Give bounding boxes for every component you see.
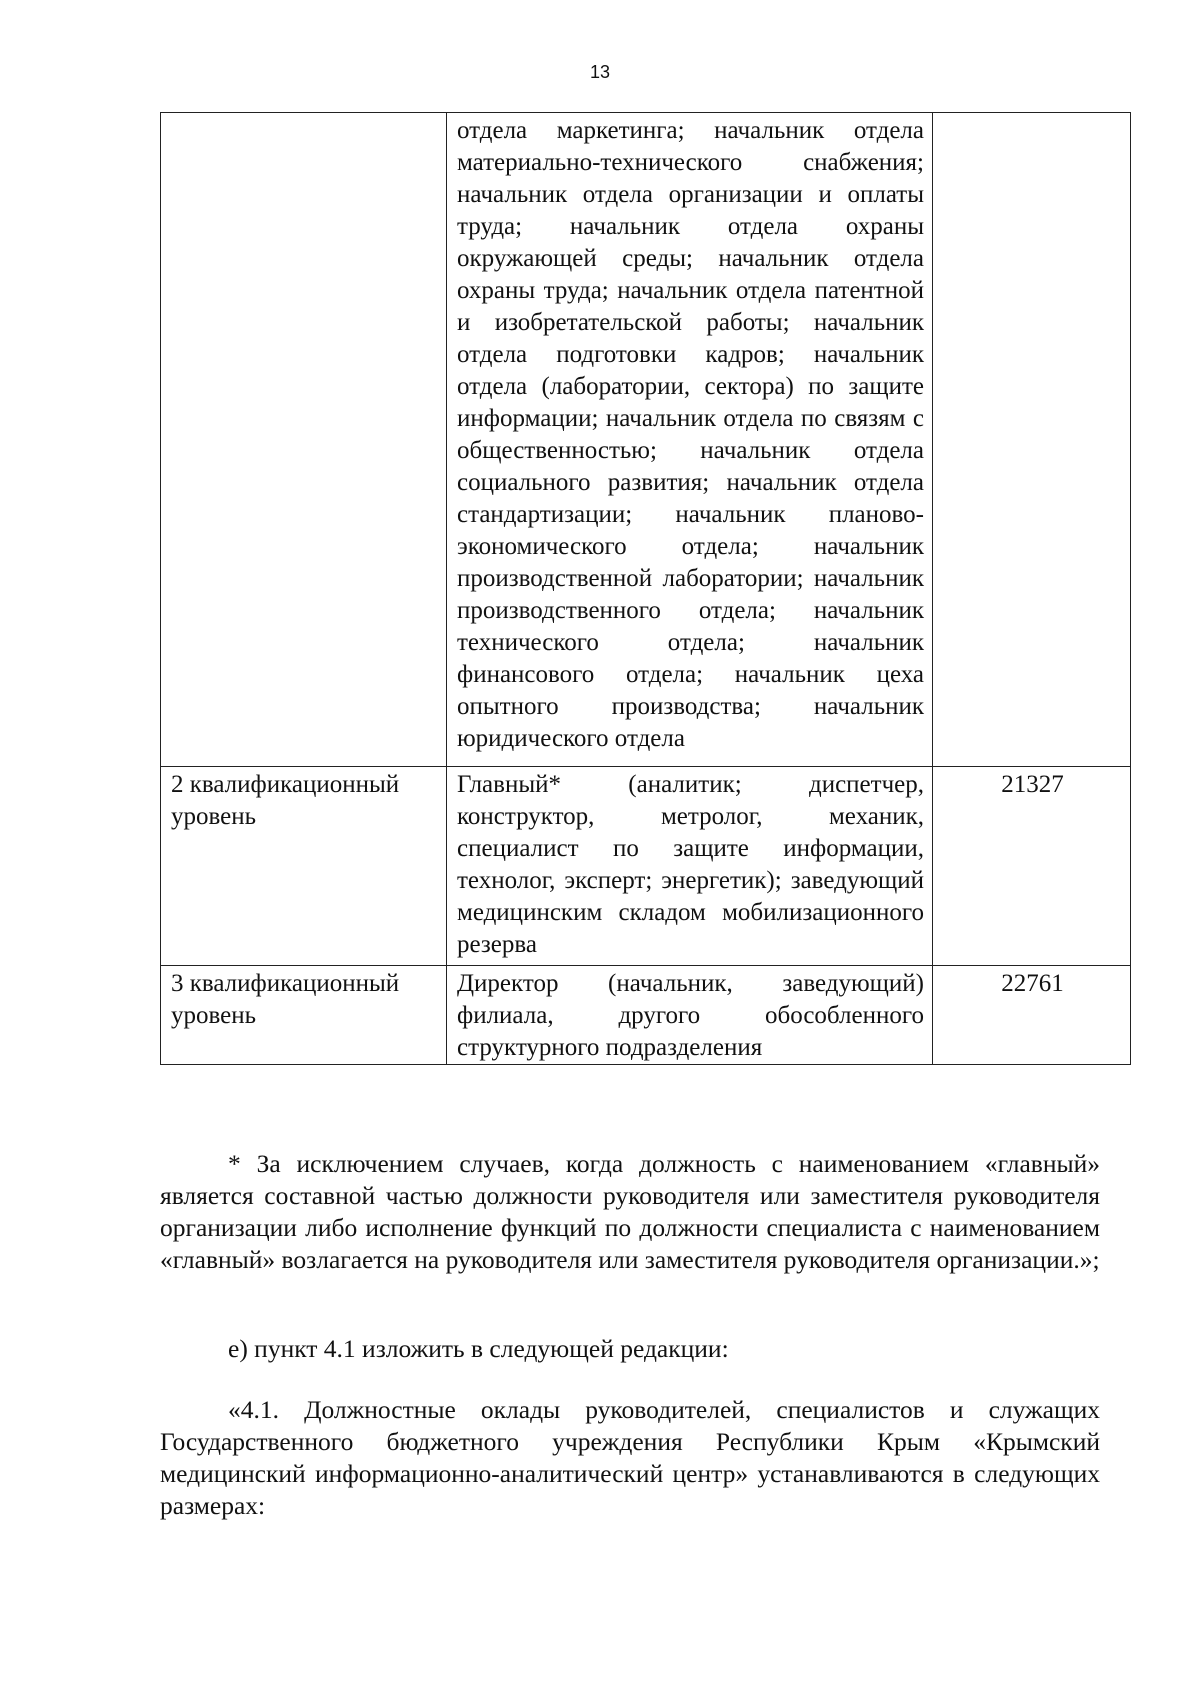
table-row (161, 113, 1131, 767)
table-row (161, 767, 1131, 966)
salary-table (160, 112, 1131, 1065)
paragraph-e: е) пункт 4.1 изложить в следующей редакции: (228, 1334, 729, 1363)
salary-cell (933, 113, 1131, 767)
qualification-level-cell: 2 квалификационный уровень (161, 767, 447, 966)
qualification-level-cell: 3 квалификационный уровень (161, 966, 447, 1065)
salary-cell: 21327 (933, 767, 1131, 966)
qualification-level-cell (161, 113, 447, 767)
paragraph-4-1: «4.1. Должностные оклады руководителей, специалистов и служащих Государственного бюджетного учреждения Республики Крым «Крымский медицинский информационно-аналитический центр» устанавливаются в следующих размерах: (160, 1395, 1100, 1520)
positions-cell: Главный* (аналитик; диспетчер, конструктор, метролог, механик, специалист по защите информации, технолог, эксперт; энергетик); заведующий медицинским складом мобилизационного резерва (447, 767, 933, 966)
table-row (161, 966, 1131, 1065)
page-number: 13 (589, 62, 611, 82)
salary-cell: 22761 (933, 966, 1131, 1065)
positions-cell: отдела маркетинга; начальник отдела материально-технического снабжения; начальник отдела организации и оплаты труда; начальник отдела охраны окружающей среды; начальник отдела охраны труда; начальник отдела патентной и изобретательской работы; начальник отдела подготовки кадров; начальник отдела (лаборатории, сектора) по защите информации; начальник отдела по связям с общественностью; начальник отдела социального развития; начальник отдела стандартизации; начальник планово-экономического отдела; начальник производственной лаборатории; начальник производственного отдела; начальник технического отдела; начальник финансового отдела; начальник цеха опытного производства; начальник юридического отдела (447, 113, 933, 767)
footnote: * За исключением случаев, когда должность с наименованием «главный» является составной частью должности руководителя или заместителя руководителя организации либо исполнение функций по должности специалиста с наименованием «главный» возлагается на руководителя или заместителя руководителя организации.»; (160, 1149, 1100, 1274)
positions-cell: Директор (начальник, заведующий) филиала, другого обособленного структурного подразделения (447, 966, 933, 1065)
